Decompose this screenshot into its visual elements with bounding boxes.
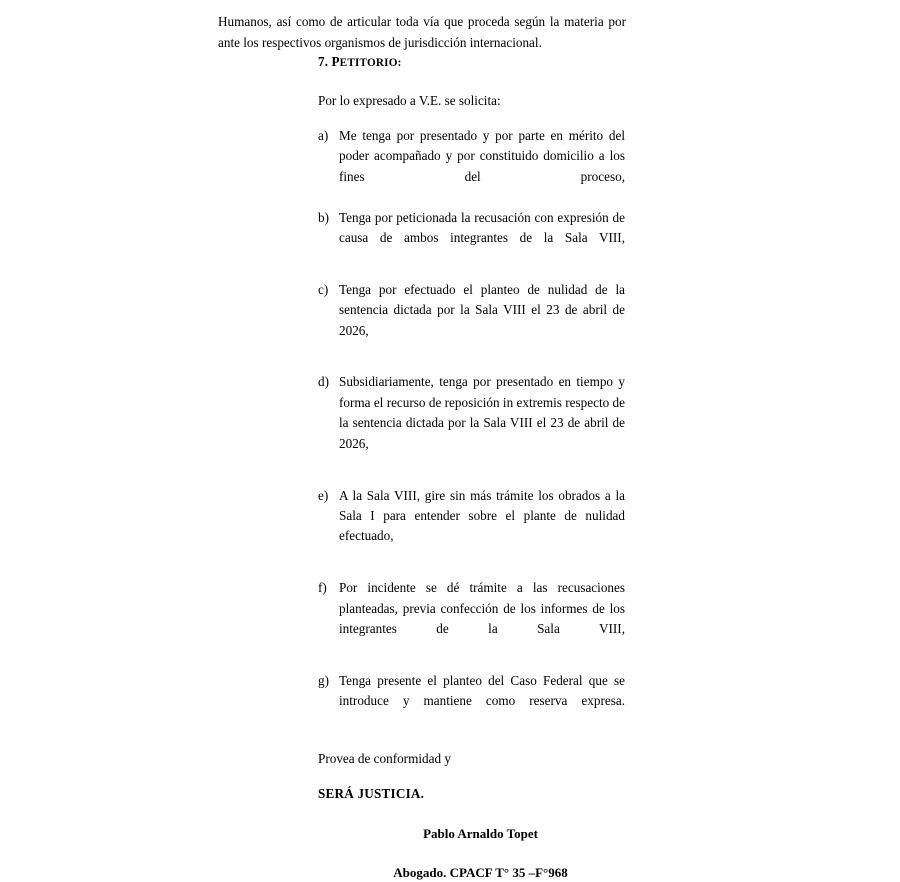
petition-list bbox=[318, 126, 625, 732]
petition-text-a: Me tenga por presentado y por parte en mérito del poder acompañado y por constituido domicilio a los fines del proceso, bbox=[339, 128, 625, 184]
closing-statement: SERÁ JUSTICIA. bbox=[318, 785, 425, 801]
petition-text-f: Por incidente se dé trámite a las recusaciones planteadas, previa confección de los informes de los integrantes de la Sala VIII, bbox=[339, 580, 625, 636]
signature-credentials: Abogado. CPACF T° 35 –F°968 bbox=[393, 864, 568, 880]
petition-text-b: Tenga por peticionada la recusación con expresión de causa de ambos integrantes de la Sala VIII, bbox=[339, 209, 625, 246]
intro-paragraph: Humanos, así como de articular toda vía que proceda según la materia por ante los respectivos organismos de jurisdicción internacional. bbox=[218, 14, 626, 50]
petition-marker-c: c) bbox=[318, 281, 329, 297]
petition-item-b bbox=[318, 208, 625, 269]
intro-paragraph-block bbox=[218, 11, 626, 53]
petition-text-c: Tenga por efectuado el planteo de nulidad de la sentencia dictada por la Sala VIII el 23 de abril de 2026, bbox=[339, 281, 625, 338]
petition-item-c bbox=[318, 280, 625, 362]
petition-item-d bbox=[318, 372, 625, 474]
petition-text-d: Subsidiariamente, tenga por presentado en tiempo y forma el recurso de reposición in extremis respecto de la sentencia dictada por la Sala VIII el 23 de abril de 2026, bbox=[339, 374, 625, 451]
petition-marker-b: b) bbox=[318, 209, 329, 225]
petition-text-g: Tenga presente el planteo del Caso Federal que se introduce y mantiene como reserva expresa. bbox=[339, 672, 625, 709]
petition-body-block bbox=[318, 52, 625, 882]
signature-block bbox=[318, 824, 625, 882]
petition-item-e bbox=[318, 486, 625, 568]
petition-marker-a: a) bbox=[318, 128, 329, 143]
petition-item-g bbox=[318, 671, 625, 732]
petition-marker-e: e) bbox=[318, 487, 329, 503]
closing-line: Provea de conformidad y bbox=[318, 750, 451, 766]
section-title-rest: ETITORIO: bbox=[339, 57, 402, 69]
signature-name: Pablo Arnaldo Topet bbox=[423, 825, 538, 841]
petition-text-e: A la Sala VIII, gire sin más trámite los obrados a la Sala I para entender sobre el plante de nulidad efectuado, bbox=[339, 487, 625, 544]
section-heading bbox=[318, 52, 625, 73]
lead-line: Por lo expresado a V.E. se solicita: bbox=[318, 93, 501, 108]
petition-marker-g: g) bbox=[318, 672, 329, 688]
petition-item-a bbox=[318, 126, 625, 208]
section-title-initial: P bbox=[331, 54, 340, 69]
petition-marker-d: d) bbox=[318, 374, 329, 390]
petition-marker-f: f) bbox=[318, 580, 327, 596]
section-number: 7. bbox=[318, 54, 329, 69]
petition-item-f bbox=[318, 578, 625, 660]
